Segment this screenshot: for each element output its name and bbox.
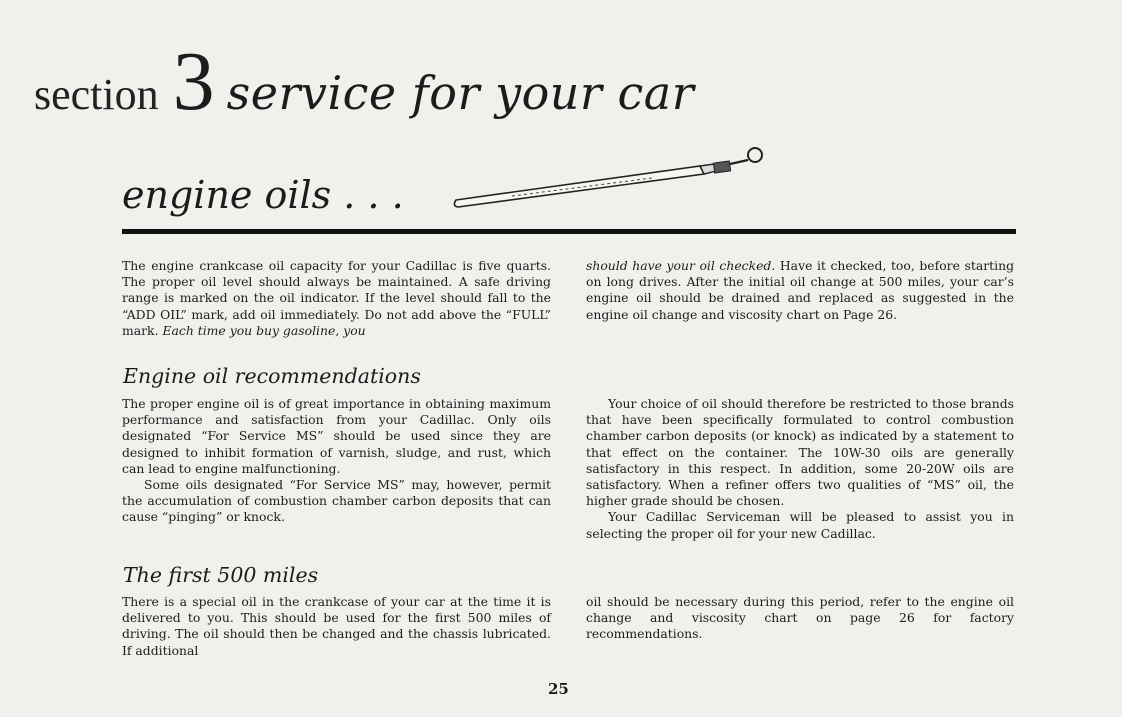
intro-text-continued: Have it checked, too, before starting on long drives. After the initial oil change at 500 miles, your car’s engine oil should be drained and replaced as suggested in the engine oil change and viscosity chart on Page 26.: [586, 258, 1014, 322]
first-500-paragraph: There is a special oil in the crankcase of your car at the time it is delivered to you. This should be used for the first 500 miles of driving. The oil should then be changed and the chassis lubricated. If additional: [122, 594, 551, 658]
first-500-right-column: [586, 594, 1014, 643]
recommendations-paragraph-2: Some oils designated “For Service MS” may, however, permit the accumulation of combustion chamber carbon deposits that can cause “pinging” or knock.: [122, 477, 551, 525]
intro-text: The engine crankcase oil capacity for your Cadillac is five quarts. The proper oil level should always be maintained. A safe driving range is marked on the oil indicator. If the level should fall to the “ADD OIL” mark, add oil immediately. Do not add above the “FULL” mark.: [122, 258, 551, 338]
recommendations-right-column: [586, 396, 1014, 542]
recommendations-paragraph-3: Your choice of oil should therefore be restricted to those brands that have been specifically formulated to control combustion chamber carbon deposits (or knock) as indicated by a statement to that effect on the container. The 10W-30 oils are generally satisfactory in this respect. In addition, some 20-20W oils are satisfactory. When a refiner offers two qualities of “MS” oil, the higher grade should be chosen.: [586, 396, 1014, 509]
intro-emphasis-continued: should have your oil checked.: [586, 258, 776, 273]
first-500-heading: The first 500 miles: [123, 563, 319, 587]
intro-emphasis: Each time you buy gasoline, you: [162, 322, 366, 338]
section-number: 3: [172, 35, 215, 128]
page-subtitle: engine oils . . .: [122, 173, 404, 217]
intro-right-column: [586, 258, 1014, 323]
section-word: section: [34, 70, 159, 119]
heading-divider: [122, 229, 1016, 234]
first-500-left-column: [122, 594, 551, 659]
recommendations-paragraph-1: The proper engine oil is of great importance in obtaining maximum performance and satisfaction from your Cadillac. Only oils designated “For Service MS” should be used since they are designed to inhibit formation of varnish, sludge, and rust, which can lead to engine malfunctioning.: [122, 396, 551, 476]
intro-paragraph: [122, 258, 551, 339]
page-number: 25: [548, 680, 569, 698]
first-500-paragraph-continued: oil should be necessary during this period, refer to the engine oil change and viscosity chart on page 26 for factory recommendations.: [586, 594, 1014, 642]
oil-dipstick-icon: [452, 138, 772, 210]
recommendations-left-column: [122, 396, 551, 526]
recommendations-heading: Engine oil recommendations: [123, 364, 421, 388]
section-title: service for your car: [226, 66, 695, 120]
recommendations-paragraph-4: Your Cadillac Serviceman will be pleased to assist you in selecting the proper oil for your new Cadillac.: [586, 509, 1014, 541]
section-header: [34, 35, 695, 128]
intro-paragraph-continued: [586, 258, 1014, 323]
intro-left-column: [122, 258, 551, 339]
